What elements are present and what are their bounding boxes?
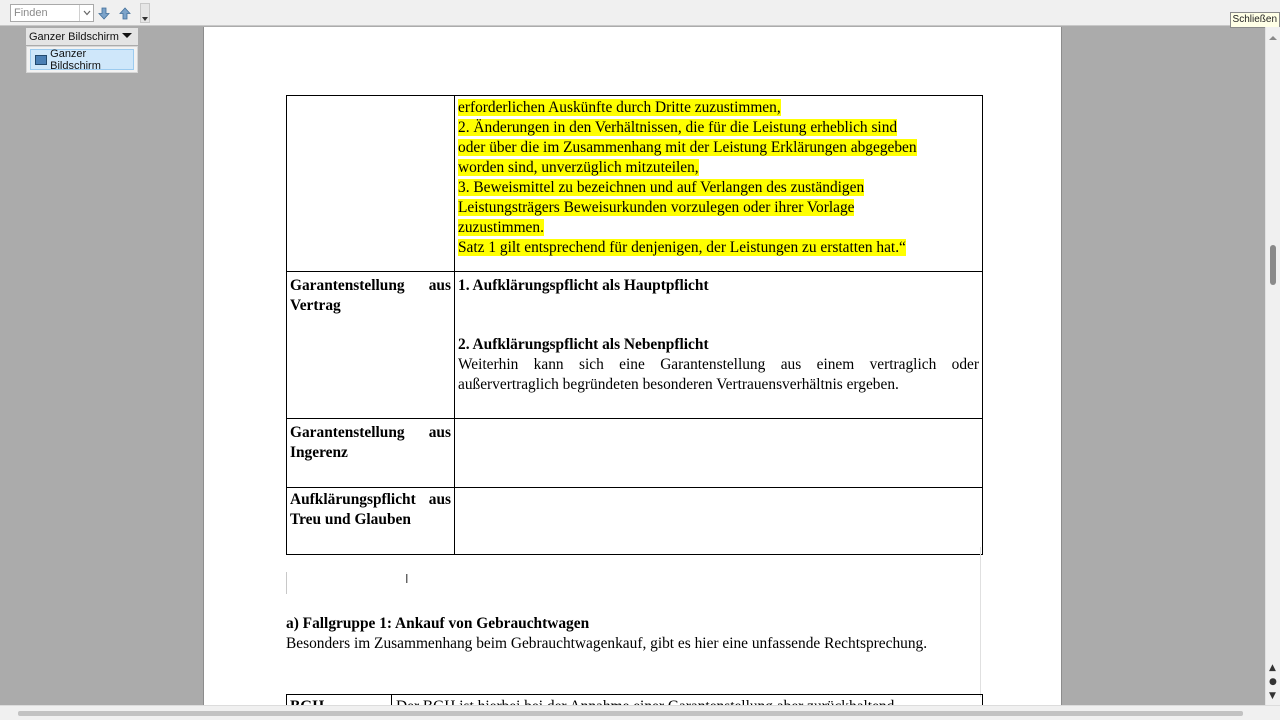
dropdown-triangle-icon bbox=[122, 33, 132, 38]
table-cell-content bbox=[455, 419, 983, 488]
overflow-chevron-icon bbox=[142, 16, 148, 22]
highlighted-line: oder über die im Zusammenhang mit der Leistung Erklärungen abgegeben bbox=[458, 139, 917, 156]
section-heading: a) Fallgruppe 1: Ankauf von Gebrauchtwagen bbox=[286, 615, 590, 632]
subheading: 1. Aufklärungspflicht als Hauptpflicht bbox=[458, 277, 709, 294]
table-row bbox=[287, 419, 983, 488]
toolbar-overflow-button[interactable] bbox=[140, 3, 150, 23]
section-paragraph: Besonders im Zusammenhang beim Gebrauchtwagenkauf, gibt es hier eine unfassende Rechtsprechung. bbox=[286, 635, 928, 652]
fullscreen-menu bbox=[26, 46, 138, 73]
find-combobox[interactable] bbox=[10, 4, 94, 22]
find-next-button[interactable] bbox=[96, 5, 112, 21]
table-cell-content bbox=[455, 272, 983, 419]
table-cell-content bbox=[455, 488, 983, 555]
vertical-scroll-thumb[interactable] bbox=[1270, 245, 1276, 285]
arrow-down-icon bbox=[98, 7, 110, 20]
chevron-down-icon bbox=[83, 10, 91, 16]
table-cell-label bbox=[287, 96, 455, 272]
menu-item-label: Ganzer Bildschirm bbox=[50, 47, 101, 72]
fullscreen-toggle[interactable] bbox=[26, 28, 138, 45]
table-cell-content bbox=[455, 96, 983, 272]
menu-item-fullscreen[interactable] bbox=[30, 49, 134, 70]
table-row bbox=[287, 272, 983, 419]
highlighted-line: Satz 1 gilt entsprechend für denjenigen, der Leistungen zu erstatten hat.“ bbox=[458, 239, 906, 256]
highlighted-line: Leistungsträgers Beweisurkunden vorzulegen oder ihrer Vorlage bbox=[458, 199, 855, 216]
text-cursor-icon: I bbox=[405, 572, 409, 586]
subheading: 2. Aufklärungspflicht als Nebenpflicht bbox=[458, 336, 709, 353]
highlighted-line: worden sind, unverzüglich mitzuteilen, bbox=[458, 159, 699, 176]
browse-object-icon[interactable]: ● bbox=[1269, 677, 1277, 687]
horizontal-scrollbar[interactable] bbox=[0, 705, 1280, 720]
table-cell-label: Garantenstellung aus Vertrag bbox=[287, 272, 455, 419]
next-page-icon[interactable]: ▼ bbox=[1269, 691, 1276, 701]
previous-page-icon[interactable]: ▲ bbox=[1269, 663, 1276, 673]
document-page[interactable] bbox=[203, 27, 1062, 705]
find-history-dropdown[interactable] bbox=[79, 5, 93, 21]
table-row bbox=[287, 96, 983, 272]
arrow-up-icon bbox=[119, 7, 131, 20]
horizontal-scroll-thumb[interactable] bbox=[18, 711, 1243, 716]
fullscreen-toggle-label: Ganzer Bildschirm bbox=[29, 30, 119, 43]
table-cell-label: Aufklärungspflicht aus Treu und Glauben bbox=[287, 488, 455, 555]
highlighted-line: 3. Beweismittel zu bezeichnen und auf Verlangen des zuständigen bbox=[458, 179, 865, 196]
highlighted-line: erforderlichen Auskünfte durch Dritte zuzustimmen, bbox=[458, 99, 781, 116]
monitor-icon bbox=[35, 55, 47, 65]
table-cell-label: Garantenstellung aus Ingerenz bbox=[287, 419, 455, 488]
text-boundary-line bbox=[286, 572, 287, 594]
table-row bbox=[287, 488, 983, 555]
cell-paragraph: Weiterhin kann sich eine Garantenstellung aus einem vertraglich oder außervertraglich begründeten besonderen Vertrauensverhältnis ergeben. bbox=[458, 356, 979, 393]
find-input[interactable] bbox=[11, 5, 79, 21]
highlighted-line: 2. Änderungen in den Verhältnissen, die für die Leistung erheblich sind bbox=[458, 119, 898, 136]
close-button[interactable]: Schließen bbox=[1230, 12, 1280, 28]
find-previous-button[interactable] bbox=[117, 5, 133, 21]
document-table bbox=[286, 95, 983, 555]
scroll-up-arrow-icon[interactable] bbox=[1269, 29, 1277, 37]
vertical-scrollbar[interactable] bbox=[1265, 27, 1280, 705]
text-boundary-line bbox=[980, 547, 981, 697]
highlighted-line: zuzustimmen. bbox=[458, 219, 544, 236]
find-toolbar bbox=[0, 0, 1280, 26]
